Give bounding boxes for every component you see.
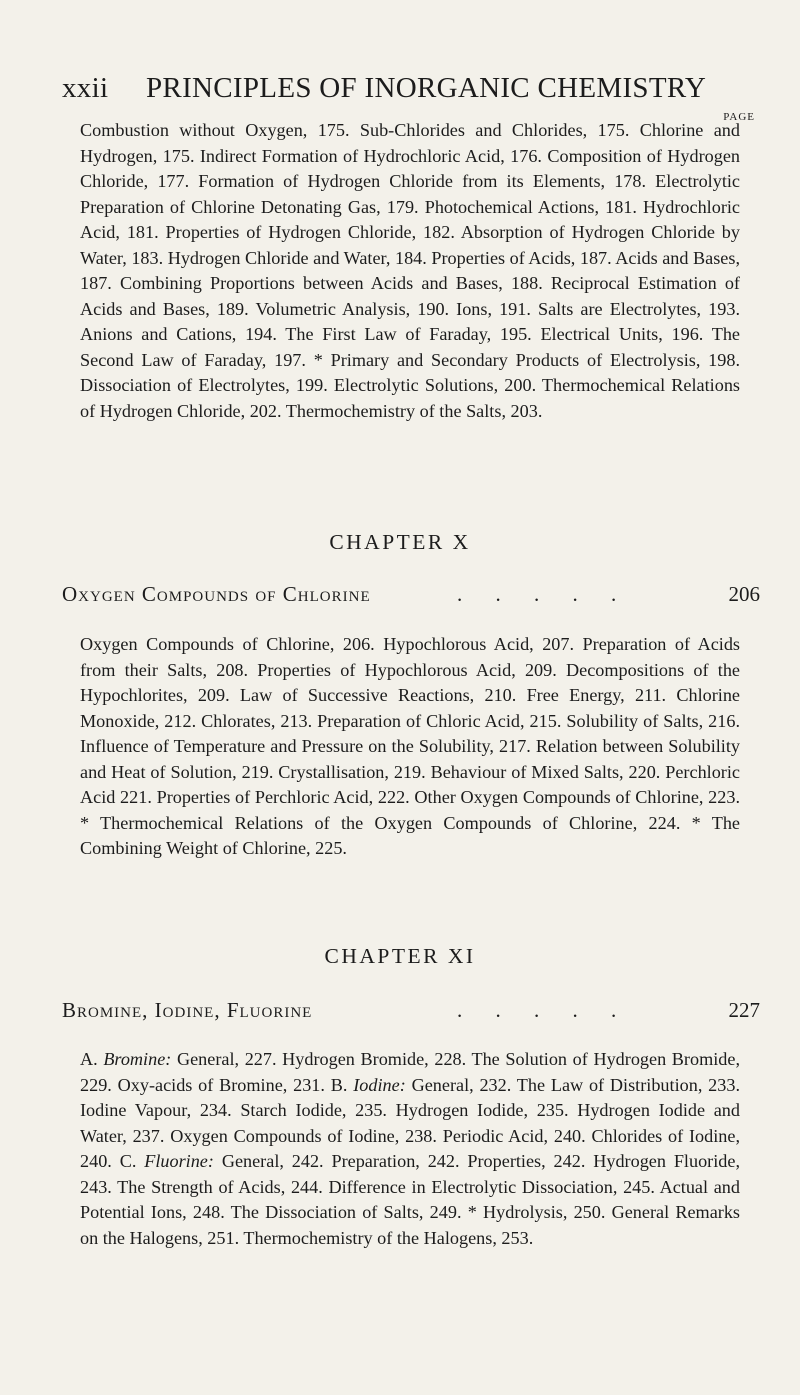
page-folio: xxii	[62, 72, 109, 104]
chapter-xi-summary: A. Bromine: General, 227. Hydrogen Bromide, 228. The Solution of Hydrogen Bromide, 229. Oxy-acids of Bromine, 231. B. Iodine: General, 232. The Law of Distribution, 233. Iodine Vapour, 234. Starch Iodide, 235. Hydrogen Iodide, 235. Hydrogen Iodide and Water, 237. Oxygen Compounds of Iodine, 238. Periodic Acid, 240. Chlorides of Iodine, 240. C. Fluorine: General, 242. Preparation, 242. Properties, 242. Hydrogen Fluoride, 243. The Strength of Acids, 244. Difference in Electrolytic Dissociation, 245. Actual and Potential Ions, 248. The Dissociation of Salts, 249. * Hydrolysis, 250. General Remarks on the Halogens, 251. Thermochemistry of the Halogens, 253.	[80, 1049, 740, 1248]
toc-entry-chapter-xi	[62, 998, 760, 1023]
chapter-x-summary: Oxygen Compounds of Chlorine, 206. Hypochlorous Acid, 207. Preparation of Acids from their Salts, 208. Properties of Hypochlorous Acid, 209. Decompositions of the Hypochlorites, 209. Law of Successive Reactions, 210. Free Energy, 211. Chlorine Monoxide, 212. Chlorates, 213. Preparation of Chloric Acid, 215. Solubility of Salts, 216. Influence of Temperature and Pressure on the Solubility, 217. Relation between Solubility and Heat of Solution, 219. Crystallisation, 219. Behaviour of Mixed Salts, 220. Perchloric Acid 221. Properties of Perchloric Acid, 222. Other Oxygen Compounds of Chlorine, 223. * Thermochemical Relations of the Oxygen Compounds of Chlorine, 224. * The Combining Weight of Chlorine, 225.	[80, 634, 740, 858]
subsection-label: Fluorine:	[144, 1151, 214, 1171]
running-title: PRINCIPLES OF INORGANIC CHEMISTRY	[146, 72, 707, 104]
dot-leader: . . . . .	[457, 582, 631, 606]
subsection-label: Iodine:	[353, 1074, 406, 1095]
toc-entry-page: 227	[728, 998, 760, 1022]
subsection-label: Bromine:	[103, 1049, 172, 1069]
dot-leader: . . . . .	[457, 998, 631, 1022]
chapter-xi-heading: CHAPTER XI	[324, 944, 476, 968]
toc-entry-chapter-x	[62, 582, 760, 607]
chapter-ix-summary: Combustion without Oxygen, 175. Sub-Chlorides and Chlorides, 175. Chlorine and Hydrogen, 175. Indirect Formation of Hydrochloric Acid, 176. Composition of Hydrogen Chloride, 177. Formation of Hydrogen Chloride from its Elements, 178. Electrolytic Preparation of Chlorine Detonating Gas, 179. Photochemical Actions, 181. Hydrochloric Acid, 181. Properties of Hydrogen Chloride, 182. Absorption of Hydrogen Chloride by Water, 183. Hydrogen Chloride and Water, 184. Properties of Acids, 187. Acids and Bases, 187. Combining Proportions between Acids and Bases, 188. Reciprocal Estimation of Acids and Bases, 189. Volumetric Analysis, 190. Ions, 191. Salts are Electrolytes, 193. Anions and Cations, 194. The First Law of Faraday, 195. Electrical Units, 196. The Second Law of Faraday, 197. * Primary and Secondary Products of Electrolysis, 198. Dissociation of Electrolytes, 199. Electrolytic Solutions, 200. Thermochemical Relations of Hydrogen Chloride, 202. Thermochemistry of the Salts, 203.	[80, 120, 741, 421]
toc-entry-title: Oxygen Compounds of Chlorine	[62, 582, 371, 606]
page-column-label: PAGE	[723, 111, 755, 123]
toc-entry-title: Bromine, Iodine, Fluorine	[62, 998, 313, 1022]
chapter-x-heading: CHAPTER X	[329, 530, 471, 554]
running-head	[62, 72, 752, 105]
toc-entry-page: 206	[728, 582, 760, 606]
